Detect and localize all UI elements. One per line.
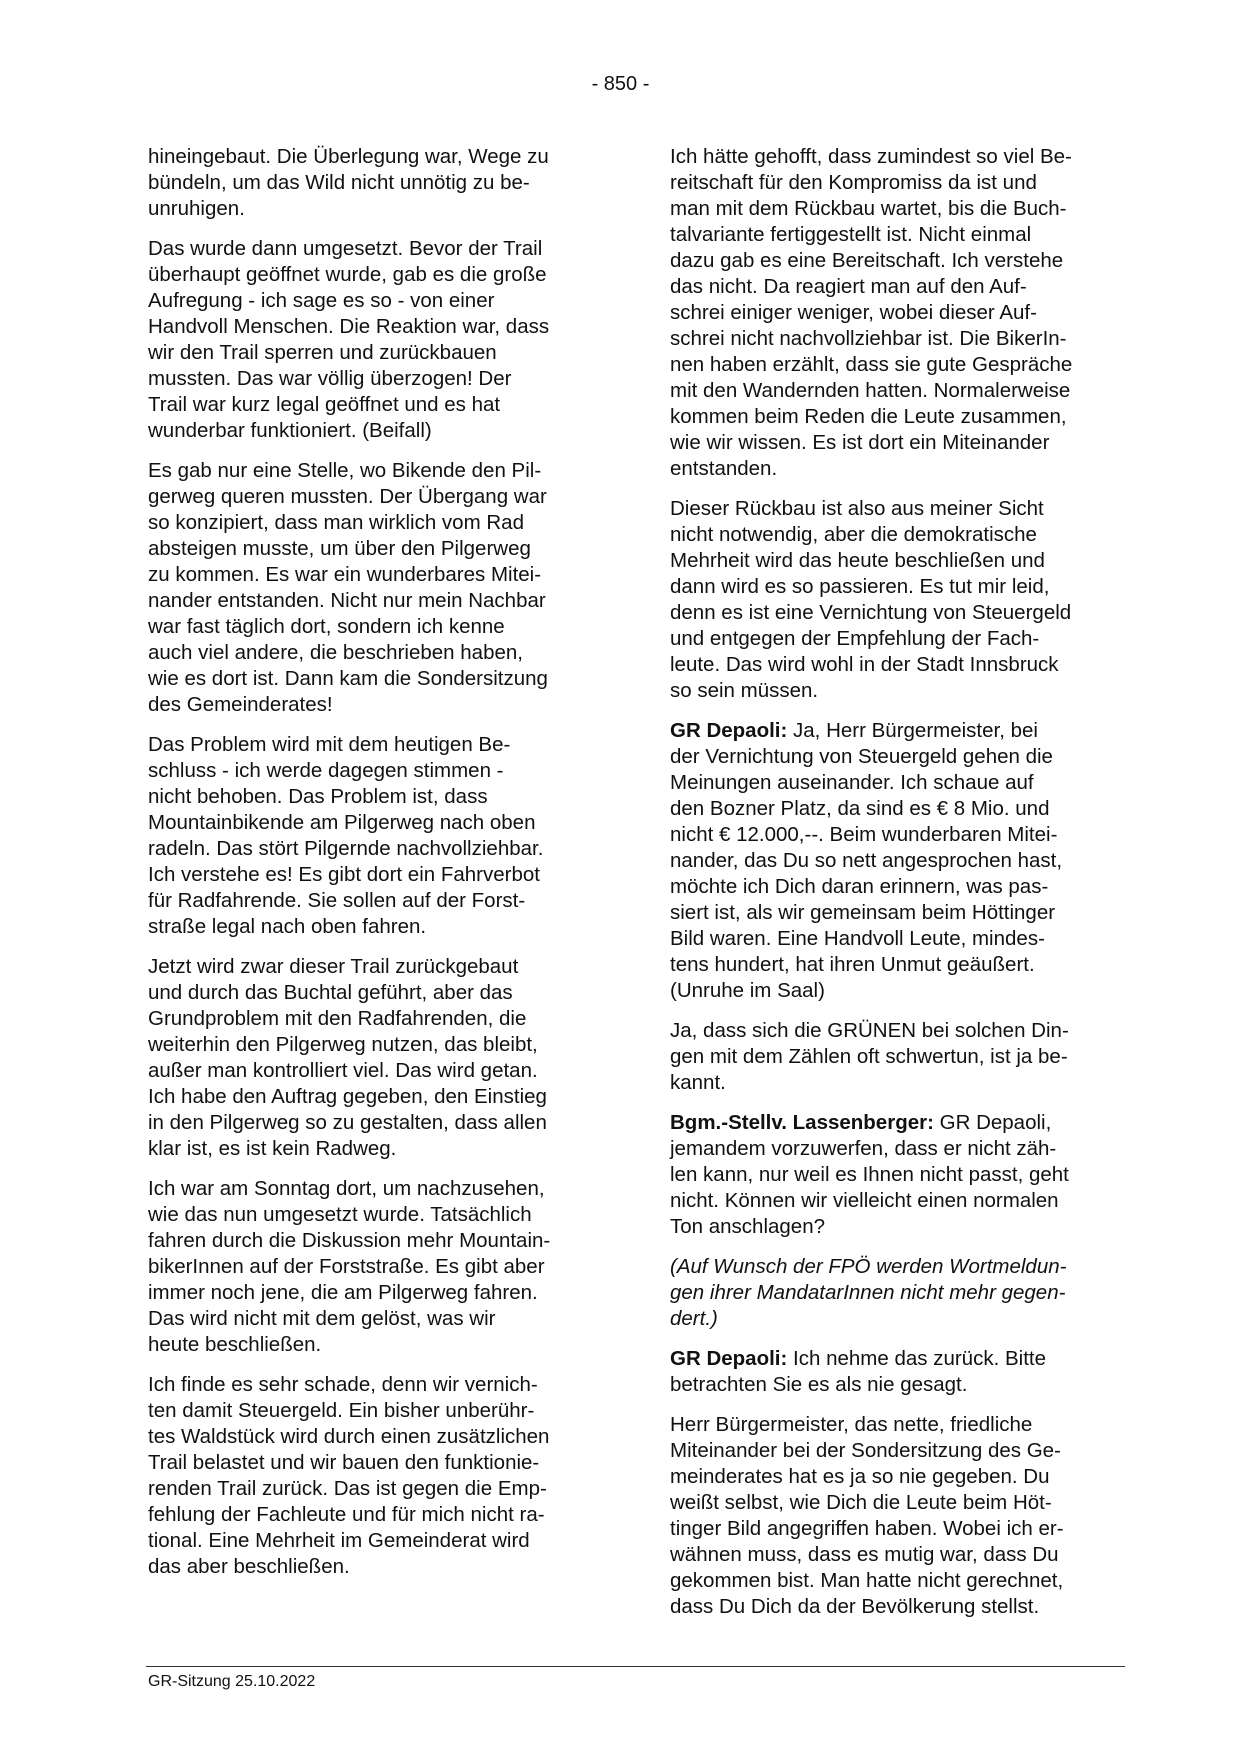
text-line: Das wurde dann umgesetzt. Bevor der Trail (148, 237, 543, 260)
footer-session-date: GR-Sitzung 25.10.2022 (148, 1673, 316, 1690)
text-line: tes Waldstück wird durch einen zusätzlichen (148, 1425, 550, 1448)
text-line: Bild waren. Eine Handvoll Leute, mindes- (670, 927, 1045, 950)
text-line (670, 718, 1130, 744)
text-line: bündeln, um das Wild nicht unnötig zu be- (148, 171, 530, 194)
text-line: dann wird es so passieren. Es tut mir leid, (670, 575, 1050, 598)
text-line: auch viel andere, die beschrieben haben, (148, 641, 523, 664)
speech-text: Ja, Herr Bürgermeister, bei (787, 719, 1038, 742)
text-line: wie das nun umgesetzt wurde. Tatsächlich (148, 1203, 532, 1226)
left-column (148, 144, 608, 1594)
speaker-name: GR Depaoli: (670, 719, 788, 742)
text-line: bikerInnen auf der Forststraße. Es gibt aber (148, 1255, 545, 1278)
text-line: Ich habe den Auftrag gegeben, den Einstieg (148, 1085, 547, 1108)
text-line: meinderates hat es ja so nie gegeben. Du (670, 1465, 1050, 1488)
text-line: tens hundert, hat ihren Unmut geäußert. (670, 953, 1035, 976)
text-line: len kann, nur weil es Ihnen nicht passt, geht (670, 1163, 1069, 1186)
paragraph (670, 718, 1130, 1004)
text-line: weiterhin den Pilgerweg nutzen, das bleibt, (148, 1033, 538, 1056)
text-line: überhaupt geöffnet wurde, gab es die große (148, 263, 547, 286)
paragraph (148, 732, 608, 940)
text-line: Jetzt wird zwar dieser Trail zurückgebaut (148, 955, 519, 978)
speech-text: Ich nehme das zurück. Bitte (787, 1347, 1046, 1370)
text-line: fehlung der Fachleute und für mich nicht ra- (148, 1503, 545, 1526)
text-line: Herr Bürgermeister, das nette, friedliche (670, 1413, 1033, 1436)
text-line: hineingebaut. Die Überlegung war, Wege zu (148, 145, 549, 168)
text-line: außer man kontrolliert viel. Das wird getan. (148, 1059, 538, 1082)
paragraph (670, 144, 1130, 482)
text-line: kommen beim Reden die Leute zusammen, (670, 405, 1067, 428)
speaker-name: Bgm.-Stellv. Lassenberger: (670, 1111, 934, 1134)
text-line: wie es dort ist. Dann kam die Sondersitzung (148, 667, 548, 690)
text-line: Das Problem wird mit dem heutigen Be- (148, 733, 511, 756)
paragraph (148, 1372, 608, 1580)
text-line: kannt. (670, 1071, 726, 1094)
text-line: talvariante fertiggestellt ist. Nicht einmal (670, 223, 1032, 246)
text-line: schrei nicht nachvollziehbar ist. Die BikerIn- (670, 327, 1067, 350)
text-line: schrei einiger weniger, wobei dieser Auf- (670, 301, 1037, 324)
text-line: wie wir wissen. Es ist dort ein Miteinander (670, 431, 1050, 454)
text-line: (Unruhe im Saal) (670, 979, 825, 1002)
text-line: gerweg queren mussten. Der Übergang war (148, 485, 547, 508)
text-line: Ich hätte gehofft, dass zumindest so viel Be- (670, 145, 1072, 168)
text-line: Trail war kurz legal geöffnet und es hat (148, 393, 501, 416)
text-line: klar ist, es ist kein Radweg. (148, 1137, 397, 1160)
text-line: nen haben erzählt, dass sie gute Gespräche (670, 353, 1073, 376)
text-line: und entgegen der Empfehlung der Fach- (670, 627, 1040, 650)
text-line: (Auf Wunsch der FPÖ werden Wortmeldun- (670, 1255, 1067, 1278)
text-line: des Gemeinderates! (148, 693, 333, 716)
text-line: Dieser Rückbau ist also aus meiner Sicht (670, 497, 1044, 520)
text-line: Das wird nicht mit dem gelöst, was wir (148, 1307, 496, 1330)
paragraph (670, 1412, 1130, 1620)
text-line: mit den Wandernden hatten. Normalerweise (670, 379, 1071, 402)
paragraph (670, 1110, 1130, 1240)
text-line: Ton anschlagen? (670, 1215, 826, 1238)
text-line: das aber beschließen. (148, 1555, 350, 1578)
text-line: gen mit dem Zählen oft schwertun, ist ja be- (670, 1045, 1068, 1068)
text-line: jemandem vorzuwerfen, dass er nicht zäh- (670, 1137, 1057, 1160)
text-line: wir den Trail sperren und zurückbauen (148, 341, 497, 364)
text-line: man mit dem Rückbau wartet, bis die Buch- (670, 197, 1067, 220)
text-line: dass Du Dich da der Bevölkerung stellst. (670, 1595, 1040, 1618)
text-line: tional. Eine Mehrheit im Gemeinderat wird (148, 1529, 530, 1552)
text-line: Ich verstehe es! Es gibt dort ein Fahrverbot (148, 863, 540, 886)
speech-text: GR Depaoli, (933, 1111, 1052, 1134)
text-line: Handvoll Menschen. Die Reaktion war, dass (148, 315, 550, 338)
text-line: für Radfahrende. Sie sollen auf der Forst- (148, 889, 526, 912)
text-line: denn es ist eine Vernichtung von Steuergeld (670, 601, 1072, 624)
text-line: nicht behoben. Das Problem ist, dass (148, 785, 488, 808)
text-line: in den Pilgerweg so zu gestalten, dass allen (148, 1111, 547, 1134)
text-line: dert.) (670, 1307, 718, 1330)
text-line: heute beschließen. (148, 1333, 322, 1356)
text-line: nicht € 12.000,--. Beim wunderbaren Mitei- (670, 823, 1058, 846)
text-line: Ich war am Sonntag dort, um nachzusehen, (148, 1177, 545, 1200)
text-line (670, 1346, 1130, 1372)
text-line: möchte ich Dich daran erinnern, was pas- (670, 875, 1049, 898)
text-line: radeln. Das stört Pilgernde nachvollziehbar. (148, 837, 544, 860)
text-line: ten damit Steuergeld. Ein bisher unberühr- (148, 1399, 535, 1422)
text-line: siert ist, als wir gemeinsam beim Höttinger (670, 901, 1056, 924)
text-line: nander entstanden. Nicht nur mein Nachbar (148, 589, 546, 612)
text-line: Es gab nur eine Stelle, wo Bikende den Pil- (148, 459, 542, 482)
text-line: betrachten Sie es als nie gesagt. (670, 1373, 968, 1396)
text-line: der Vernichtung von Steuergeld gehen die (670, 745, 1053, 768)
right-column (670, 144, 1130, 1634)
paragraph (670, 496, 1130, 704)
paragraph (670, 1254, 1130, 1332)
text-line: schluss - ich werde dagegen stimmen - (148, 759, 504, 782)
text-line: war fast täglich dort, sondern ich kenne (148, 615, 505, 638)
text-line: unruhigen. (148, 197, 245, 220)
paragraph (670, 1346, 1130, 1398)
paragraph (148, 954, 608, 1162)
text-line: Mountainbikende am Pilgerweg nach oben (148, 811, 536, 834)
text-line: nicht notwendig, aber die demokratische (670, 523, 1037, 546)
text-line: fahren durch die Diskussion mehr Mountain- (148, 1229, 551, 1252)
paragraph (670, 1018, 1130, 1096)
footer-divider (146, 1666, 1125, 1667)
text-line: leute. Das wird wohl in der Stadt Innsbruck (670, 653, 1059, 676)
text-line: reitschaft für den Kompromiss da ist und (670, 171, 1037, 194)
speaker-name: GR Depaoli: (670, 1347, 788, 1370)
text-line: so konzipiert, dass man wirklich vom Rad (148, 511, 524, 534)
page-number: - 850 - (591, 73, 650, 95)
text-line (670, 1110, 1130, 1136)
text-line: Ja, dass sich die GRÜNEN bei solchen Din- (670, 1019, 1069, 1042)
text-line: Meinungen auseinander. Ich schaue auf (670, 771, 1034, 794)
text-line: Grundproblem mit den Radfahrenden, die (148, 1007, 527, 1030)
text-line: tinger Bild angegriffen haben. Wobei ich er- (670, 1517, 1064, 1540)
text-line: Miteinander bei der Sondersitzung des Ge- (670, 1439, 1061, 1462)
text-line: Aufregung - ich sage es so - von einer (148, 289, 495, 312)
text-line: zu kommen. Es war ein wunderbares Mitei- (148, 563, 542, 586)
paragraph (148, 236, 608, 444)
paragraph (148, 144, 608, 222)
text-line: Mehrheit wird das heute beschließen und (670, 549, 1045, 572)
text-line: absteigen musste, um über den Pilgerweg (148, 537, 531, 560)
text-line: wähnen muss, dass es mutig war, dass Du (670, 1543, 1059, 1566)
text-line: so sein müssen. (670, 679, 819, 702)
text-line: immer noch jene, die am Pilgerweg fahren. (148, 1281, 538, 1304)
text-line: weißt selbst, wie Dich die Leute beim Höt- (670, 1491, 1052, 1514)
text-line: nicht. Können wir vielleicht einen normalen (670, 1189, 1059, 1212)
paragraph (148, 1176, 608, 1358)
text-line: mussten. Das war völlig überzogen! Der (148, 367, 512, 390)
text-line: gekommen bist. Man hatte nicht gerechnet, (670, 1569, 1064, 1592)
text-line: gen ihrer MandatarInnen nicht mehr gegen- (670, 1281, 1066, 1304)
text-line: den Bozner Platz, da sind es € 8 Mio. und (670, 797, 1050, 820)
text-line: entstanden. (670, 457, 778, 480)
text-line: nander, das Du so nett angesprochen hast, (670, 849, 1063, 872)
text-line: das nicht. Da reagiert man auf den Auf- (670, 275, 1027, 298)
paragraph (148, 458, 608, 718)
text-line: Trail belastet und wir bauen den funktionie- (148, 1451, 540, 1474)
text-line: Ich finde es sehr schade, denn wir vernich- (148, 1373, 538, 1396)
text-line: und durch das Buchtal geführt, aber das (148, 981, 513, 1004)
text-line: renden Trail zurück. Das ist gegen die Emp- (148, 1477, 547, 1500)
text-line: wunderbar funktioniert. (Beifall) (148, 419, 432, 442)
text-line: dazu gab es eine Bereitschaft. Ich verstehe (670, 249, 1064, 272)
text-line: straße legal nach oben fahren. (148, 915, 427, 938)
